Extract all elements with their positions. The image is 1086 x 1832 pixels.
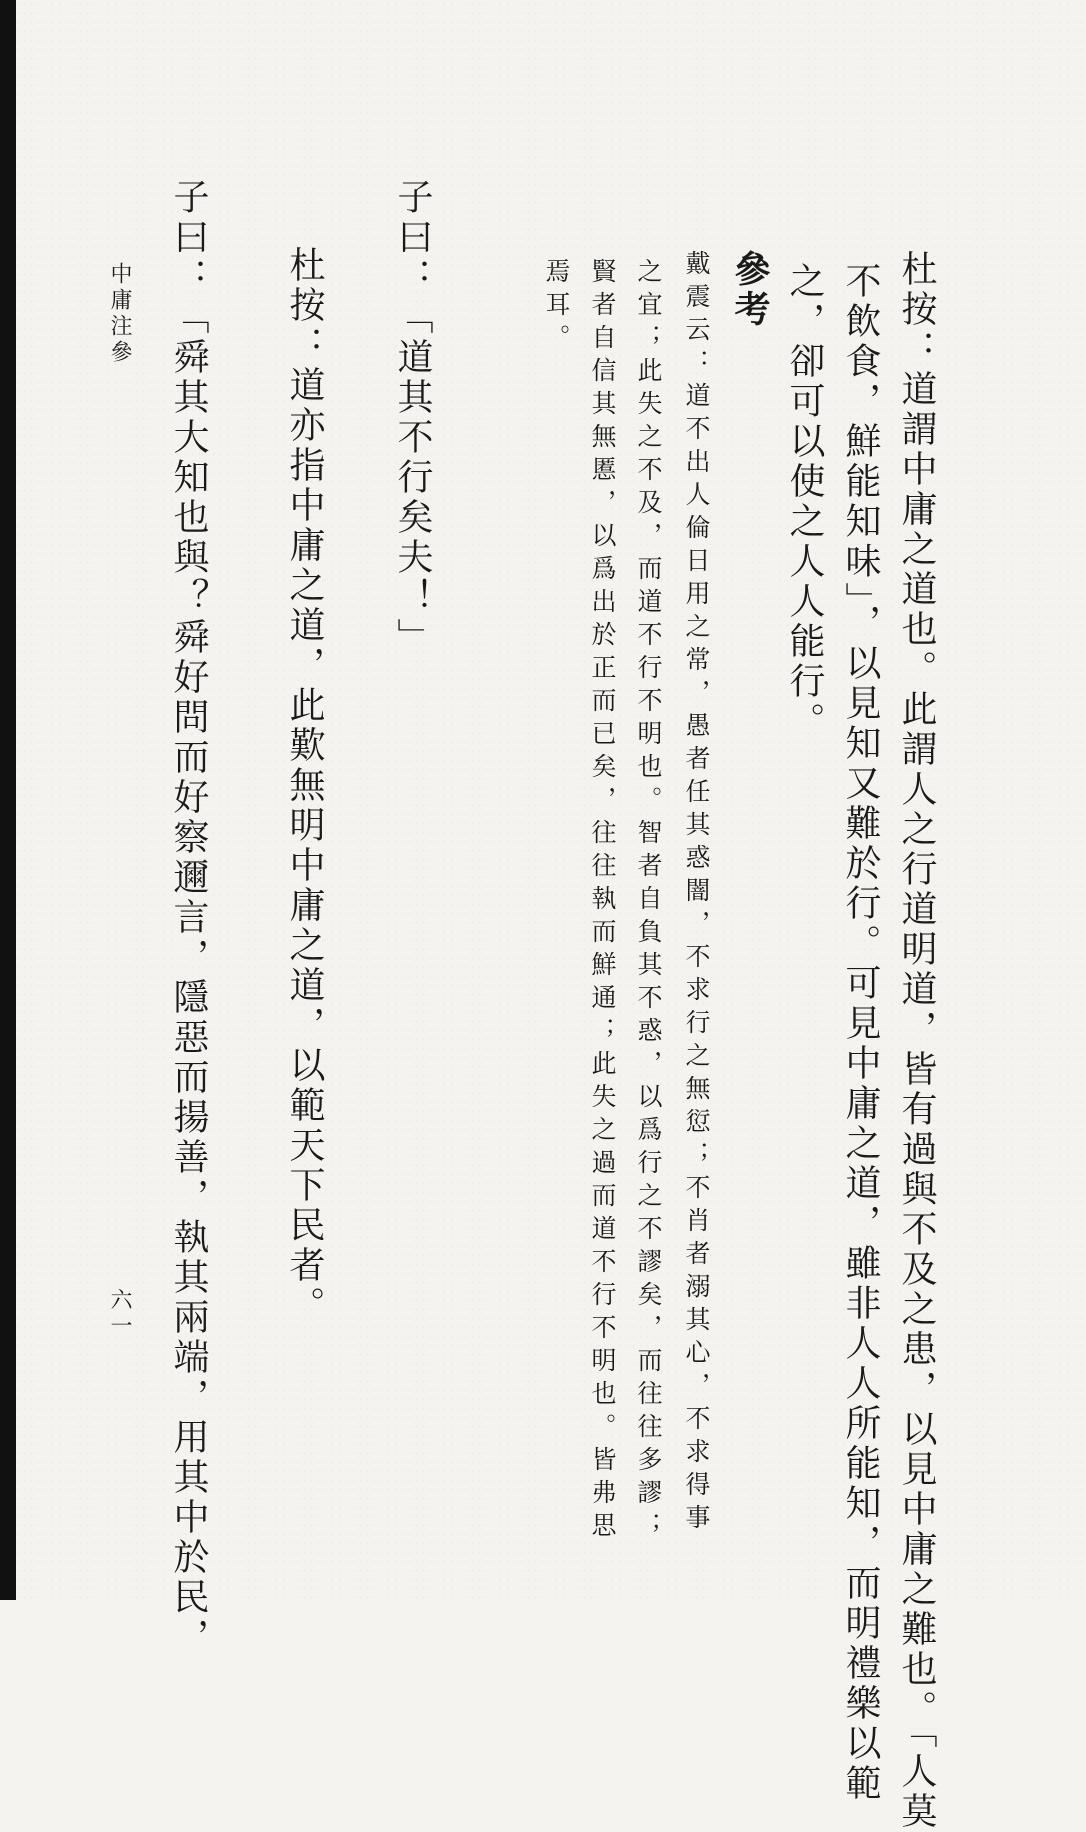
- page-number: 六一: [107, 1288, 132, 1340]
- quote2: 子曰：「舜其大知也與？舜好問而好察邇言，隱惡而揚善，執其兩端，用其中於民，: [168, 178, 209, 1658]
- paragraph2: 杜按：道亦指中庸之道，此歎無明中庸之道，以範天下民者。: [284, 246, 325, 1326]
- paragraph1-line3: 之，卻可以使之人人能行。: [784, 262, 825, 742]
- reference-heading: 參考: [729, 250, 771, 330]
- paragraph1-line1: 杜按：道謂中庸之道也。此謂人之行道明道，皆有過與不及之患，以見中庸之難也。「人莫: [896, 250, 937, 1832]
- scan-edge: [0, 0, 16, 1600]
- book-title: 中庸注參: [107, 262, 132, 366]
- paragraph1-line2: 不飲食，鮮能知味」，以見知又難於行。可見中庸之道，雖非人人所能知，而明禮樂以範: [840, 262, 881, 1804]
- reference-line4: 焉耳。: [542, 258, 571, 357]
- reference-line1: 戴震云：道不出人倫日用之常，愚者任其惑闇，不求行之無愆；不肖者溺其心，不求得事: [682, 250, 711, 1537]
- reference-line2: 之宜；此失之不及，而道不行不明也。智者自負其不惑，以爲行之不謬矣，而往往多謬；: [634, 258, 663, 1545]
- quote1: 子曰：「道其不行矣夫！」: [392, 178, 433, 658]
- reference-line3: 賢者自信其無慝，以爲出於正而已矣，往往執而鮮通；此失之過而道不行不明也。皆弗思: [588, 258, 617, 1545]
